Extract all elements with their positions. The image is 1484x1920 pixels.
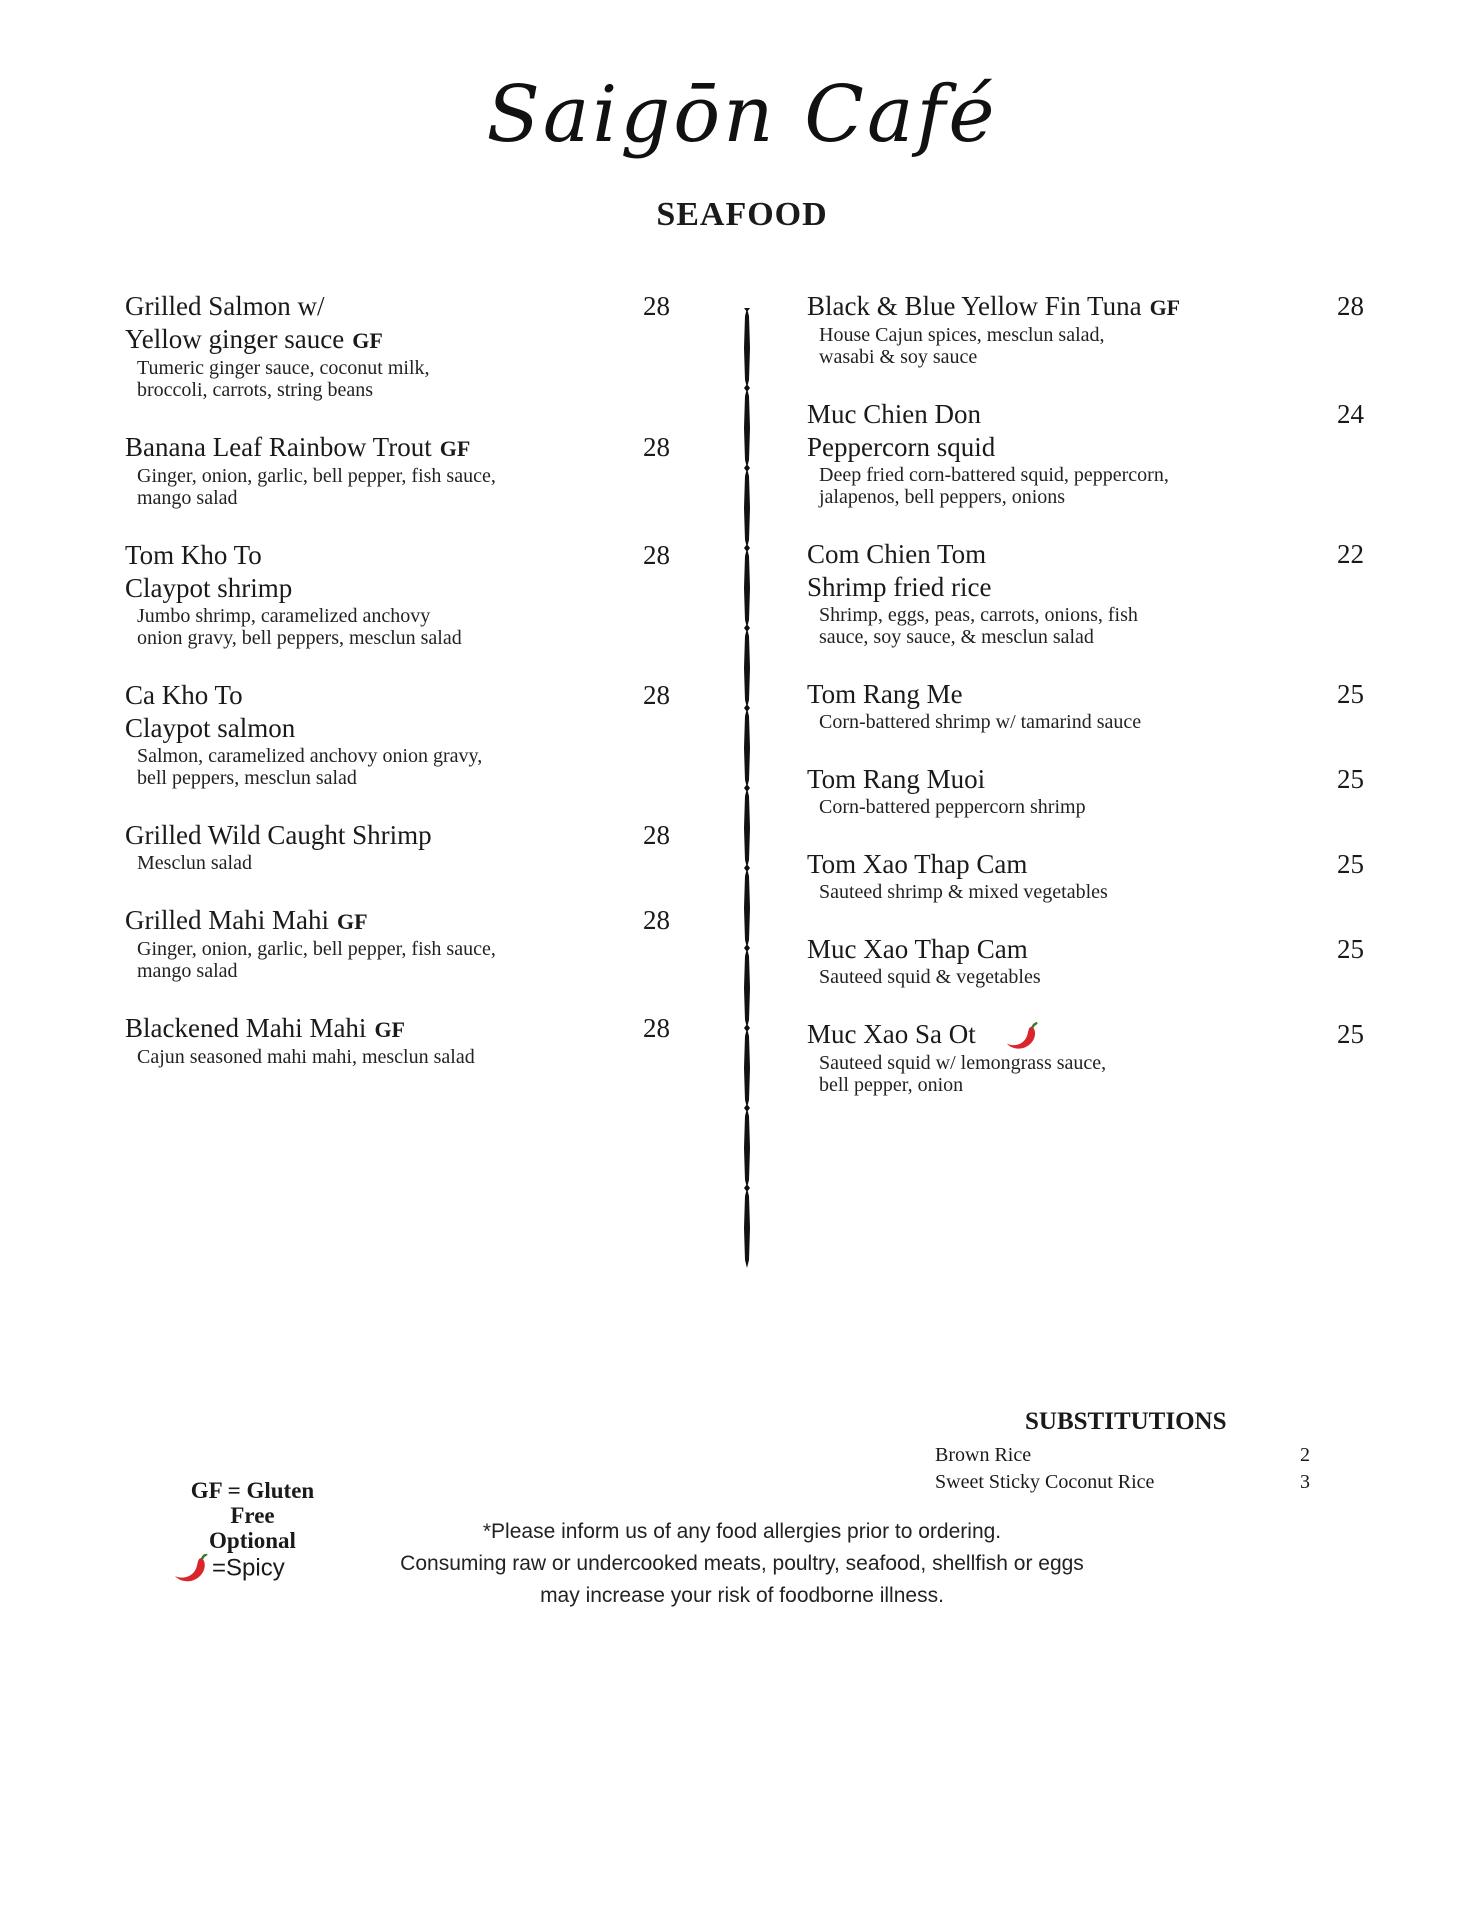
substitution-price: 2 (1300, 1444, 1310, 1466)
dish-name-text: Yellow ginger sauce (125, 324, 345, 354)
dish-price: 28 (643, 680, 670, 710)
dish-name (125, 904, 670, 938)
spicy-legend-label: =Spicy (212, 1554, 285, 1582)
notice-line: *Please inform us of any food allergies prior to ordering. (482, 1520, 1002, 1543)
dish-name-text: Tom Kho To (125, 540, 262, 570)
dish-name-text: Peppercorn squid (807, 432, 996, 462)
dish-description: Ginger, onion, garlic, bell pepper, fish sauce, (137, 465, 496, 487)
dish-name-text: Tom Rang Muoi (807, 764, 986, 794)
legend-line: Free (230, 1503, 275, 1528)
dish-name-text: Ca Kho To (125, 680, 243, 710)
gluten-free-badge: GF (1149, 295, 1181, 320)
dish-description: Salmon, caramelized anchovy onion gravy, (137, 745, 483, 767)
dish-name (807, 398, 1364, 431)
dish-description: wasabi & soy sauce (819, 346, 978, 368)
dish-name-text: Muc Xao Thap Cam (807, 934, 1028, 964)
legend-line: GF = Gluten (190, 1478, 315, 1503)
dish-price: 25 (1337, 679, 1364, 709)
dish-description: Corn-battered peppercorn shrimp (819, 796, 1086, 818)
dish-name (807, 848, 1364, 881)
menu-item (125, 539, 670, 649)
substitution-item (935, 1469, 1310, 1496)
dish-name (125, 539, 670, 572)
gluten-free-badge: GF (336, 909, 368, 934)
substitution-item (935, 1442, 1310, 1469)
dish-description: jalapenos, bell peppers, onions (819, 486, 1066, 508)
dish-name (807, 431, 1364, 464)
dish-price: 22 (1337, 539, 1364, 569)
dish-name-text: Claypot salmon (125, 713, 296, 743)
menu-item (125, 819, 670, 874)
dish-description: Ginger, onion, garlic, bell pepper, fish sauce, (137, 938, 496, 960)
menu-item (807, 933, 1364, 988)
substitution-price: 3 (1300, 1471, 1310, 1493)
dish-name-text: Muc Chien Don (807, 399, 981, 429)
dish-price: 24 (1337, 399, 1364, 429)
dish-name (125, 712, 670, 745)
dish-description: mango salad (137, 487, 238, 509)
legend-line: Optional (209, 1528, 296, 1553)
dish-description: Tumeric ginger sauce, coconut milk, (137, 357, 430, 379)
menu-item (807, 290, 1364, 368)
menu-item (125, 679, 670, 789)
dish-description: bell peppers, mesclun salad (137, 767, 357, 789)
dish-name-text: Tom Xao Thap Cam (807, 849, 1028, 879)
dish-name-text: Blackened Mahi Mahi (125, 1013, 367, 1043)
dish-description: Sauteed squid & vegetables (819, 966, 1041, 988)
menu-item (125, 904, 670, 982)
dish-name (807, 678, 1364, 711)
ornamental-divider (740, 308, 754, 1268)
substitution-name: Sweet Sticky Coconut Rice (935, 1471, 1155, 1493)
dish-name-text: Shrimp fried rice (807, 572, 992, 602)
dish-price: 28 (643, 1013, 670, 1043)
dish-name (807, 290, 1364, 324)
dish-name (807, 538, 1364, 571)
notice-line: Consuming raw or undercooked meats, poultry, seafood, shellfish or eggs (400, 1552, 1084, 1575)
dish-name-text: Black & Blue Yellow Fin Tuna (807, 291, 1142, 321)
right-menu-column (807, 290, 1364, 1126)
dish-description: Jumbo shrimp, caramelized anchovy (137, 605, 431, 627)
dish-name-text: Grilled Mahi Mahi (125, 905, 329, 935)
dish-name (125, 572, 670, 605)
menu-item (807, 848, 1364, 903)
dish-name (807, 571, 1364, 604)
dish-description: Sauteed squid w/ lemongrass sauce, (819, 1051, 1107, 1074)
menu-item (807, 1018, 1364, 1096)
dish-name (125, 290, 670, 323)
dish-description: House Cajun spices, mesclun salad, (819, 324, 1105, 346)
menu-item (125, 1012, 670, 1068)
dish-name-text: Com Chien Tom (807, 539, 987, 569)
dish-description: sauce, soy sauce, & mesclun salad (819, 626, 1094, 648)
dish-price: 28 (643, 291, 670, 321)
dish-name (807, 933, 1364, 966)
dish-name-text: Tom Rang Me (807, 679, 963, 709)
dish-name (125, 1012, 670, 1046)
gluten-free-badge: GF (439, 436, 471, 461)
dish-price: 25 (1337, 934, 1364, 964)
menu-item (807, 678, 1364, 733)
dish-name (807, 763, 1364, 796)
dish-name-text: Muc Xao Sa Ot (807, 1019, 976, 1049)
dish-name (125, 431, 670, 465)
dish-description: Deep fried corn-battered squid, peppercorn, (819, 464, 1169, 486)
dish-name-text: Banana Leaf Rainbow Trout (125, 432, 432, 462)
dish-description: Corn-battered shrimp w/ tamarind sauce (819, 711, 1142, 733)
section-title: SEAFOOD (656, 196, 828, 233)
dish-price: 28 (1337, 291, 1364, 321)
allergy-notice (0, 1516, 1484, 1612)
dish-name-text: Claypot shrimp (125, 573, 293, 603)
dish-description: onion gravy, bell peppers, mesclun salad (137, 627, 462, 649)
notice-line: may increase your risk of foodborne illness. (540, 1584, 944, 1607)
menu-item (807, 398, 1364, 508)
dish-description: Cajun seasoned mahi mahi, mesclun salad (137, 1046, 475, 1068)
dish-name (125, 679, 670, 712)
dish-price: 28 (643, 540, 670, 570)
substitutions-title: SUBSTITUTIONS (1025, 1408, 1227, 1435)
dish-description: Shrimp, eggs, peas, carrots, onions, fish (819, 604, 1138, 626)
dish-price: 28 (643, 820, 670, 850)
substitution-name: Brown Rice (935, 1444, 1032, 1466)
dish-price: 25 (1337, 849, 1364, 879)
menu-item (807, 538, 1364, 648)
dish-name-text: Grilled Salmon w/ (125, 291, 325, 321)
substitutions-section (935, 1408, 1310, 1496)
dish-description: mango salad (137, 960, 238, 982)
restaurant-logo: Saigōn Café (486, 70, 998, 160)
chili-pepper-icon (1004, 1022, 1040, 1052)
dish-price: 28 (643, 905, 670, 935)
dish-name (807, 1018, 1364, 1052)
gluten-free-badge: GF (352, 328, 383, 353)
left-menu-column (125, 290, 670, 1098)
menu-item (125, 290, 670, 401)
dish-name (125, 323, 670, 357)
menu-item (807, 763, 1364, 818)
dish-price: 25 (1337, 1019, 1364, 1049)
dish-description: broccoli, carrots, string beans (137, 379, 374, 401)
dish-description: Mesclun salad (137, 852, 252, 874)
dish-price: 28 (643, 432, 670, 462)
menu-item (125, 431, 670, 509)
dish-description: Sauteed shrimp & mixed vegetables (819, 881, 1108, 903)
gluten-free-badge: GF (374, 1017, 405, 1042)
dish-name (125, 819, 670, 852)
dish-name-text: Grilled Wild Caught Shrimp (125, 820, 432, 850)
dish-description: bell pepper, onion (819, 1073, 964, 1096)
dish-price: 25 (1337, 764, 1364, 794)
